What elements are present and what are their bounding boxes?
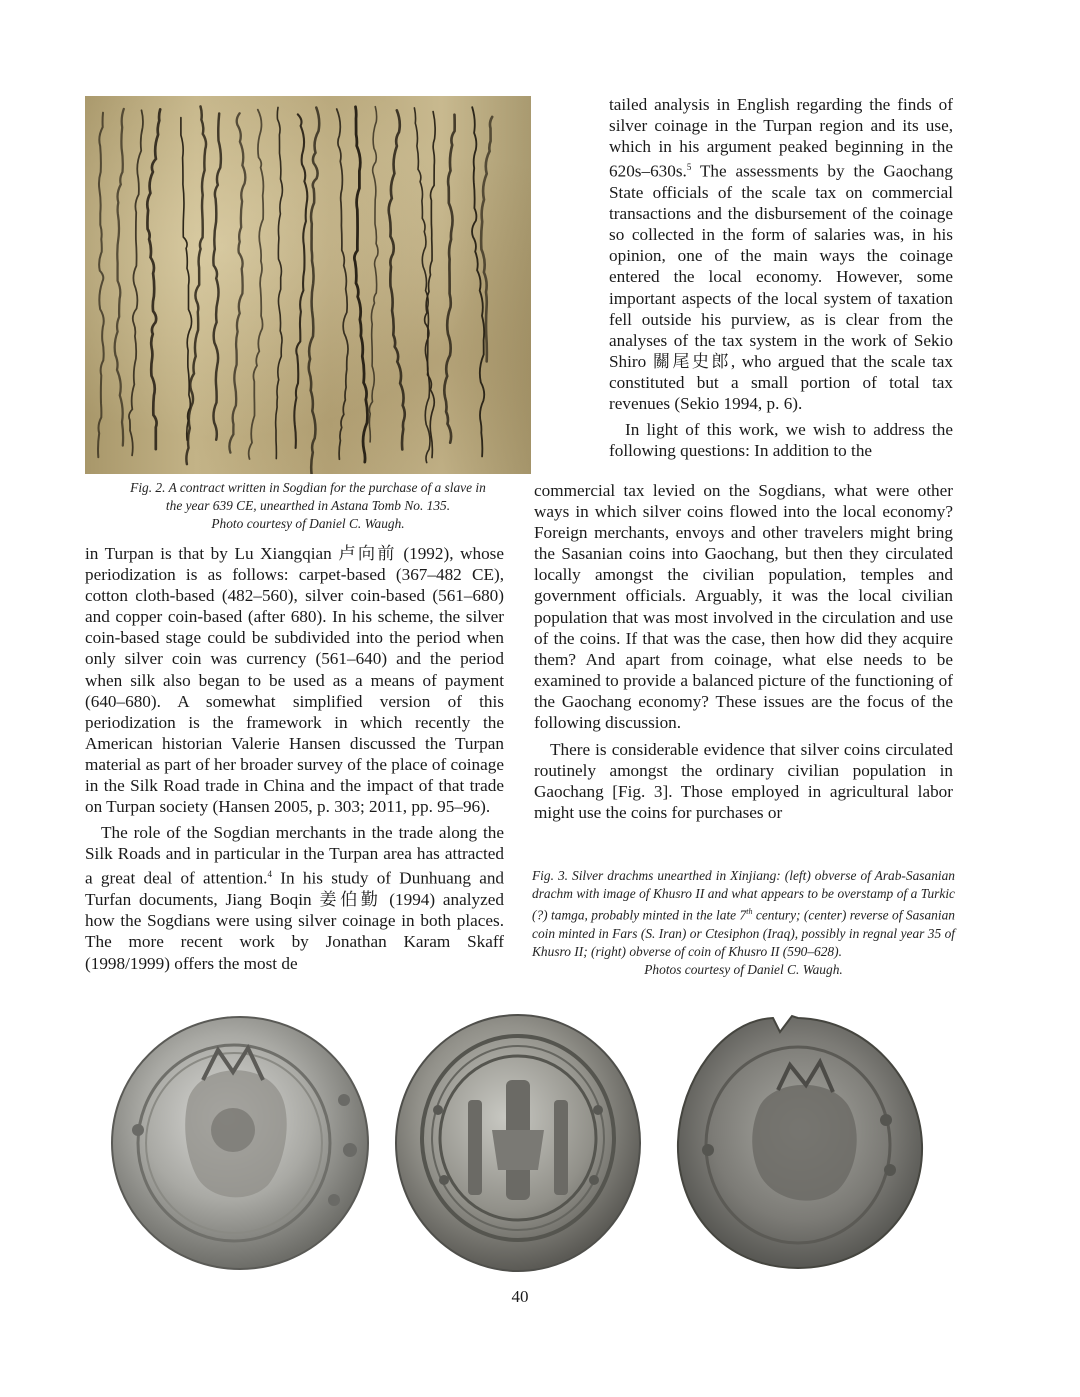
coins-illustration bbox=[108, 1010, 930, 1272]
page-number: 40 bbox=[511, 1287, 529, 1306]
script-line bbox=[98, 113, 104, 458]
left-column bbox=[85, 543, 504, 974]
script-line bbox=[354, 107, 367, 462]
script-line bbox=[444, 115, 454, 443]
right-column-top bbox=[609, 94, 953, 461]
script-line bbox=[294, 114, 307, 448]
script-line bbox=[276, 107, 283, 458]
script-line bbox=[337, 109, 348, 459]
script-line bbox=[229, 113, 245, 452]
coin-left bbox=[112, 1017, 368, 1269]
photo-credit: Photos courtesy of Daniel C. Waugh. bbox=[644, 962, 843, 978]
caption-line: the year 639 CE, unearthed in Astana Tomb No. 135. bbox=[165, 498, 451, 514]
caption-text-part: Fig. 3. Silver drachms unearthed in Xinjiang: (left) obverse of Arab-Sasanian drachm with image of Khusro II and what appears to be overstamp of a Turkic (?) tamga, probably minted in the late 7 bbox=[532, 868, 955, 923]
script-line bbox=[472, 107, 484, 456]
paragraph-text: The assessments by the Gaochang State officials of the scale tax on commercial transactions and the disbursement of the coinage so collected in the form of salaries was, in his opinion, one of the main ways the coinage entered the local economy. However, some important aspects of the local system of taxation fell outside his purview, as is clear from the analyses of the tax system in the work of Sekio Shiro 關尾史郎, who argued that the scale tax constituted but a small portion of total tax revenues (Sekio 1994, p. 6). bbox=[609, 162, 953, 414]
script-line bbox=[147, 109, 160, 449]
figure-2-caption bbox=[80, 479, 536, 534]
caption-text-part: century; (center) reverse of Sasanian coin minted in Fars (S. Iran) or Ctesiphon (Iraq), possibly in regnal year 35 of Khusro II; (right) obverse of coin of Khusro II (590–628). bbox=[532, 907, 955, 960]
body-paragraph bbox=[609, 94, 953, 414]
script-line bbox=[115, 109, 124, 446]
silver-coins-photo bbox=[108, 1010, 930, 1272]
superscript: th bbox=[746, 907, 753, 917]
script-line bbox=[249, 110, 264, 459]
script-line bbox=[414, 108, 430, 463]
caption-text bbox=[532, 867, 955, 961]
body-paragraph bbox=[85, 822, 504, 973]
right-column-main bbox=[534, 480, 953, 824]
paragraph-text: In his study of Dunhuang and Turfan documents, Jiang Boqin 姜伯勤 (1994) analyzed how the Sogdians were using silver coinage in both places. The more recent work by Jonathan Karam Skaff (1998/1999) offers the most de bbox=[85, 869, 505, 973]
caption-line: Fig. 2. A contract written in Sogdian for the purchase of a slave in bbox=[130, 480, 486, 495]
manuscript-script-lines bbox=[85, 96, 531, 474]
paragraph-text: The role of the Sogdian merchants in the trade along the Silk Roads and in particular in the Turpan area has attracted a great deal of attention. bbox=[85, 823, 504, 889]
script-line bbox=[389, 110, 405, 449]
script-line bbox=[129, 110, 143, 455]
script-line bbox=[309, 108, 320, 474]
coin-right bbox=[678, 1016, 922, 1268]
script-line bbox=[369, 107, 378, 442]
body-paragraph: in Turpan is that by Lu Xiangqian 卢向前 (1992), whose periodization is as follows: carpet-based (367–482 CE), cotton cloth-based (482–560), silver coin-based (561–680) and copper coin-based (after 680). In his scheme, the silver coin-based stage could be subdivided into the period when only silver coin was currency (561–640) and the period when silk also began to be used as a means of payment (640–680). A somewhat simplified version of this periodization is the framework in which recently the American historian Valerie Hansen discussed the Turpan material as part of her broader survey of the place of coinage in the Silk Road trade in China and the impact of that trade on Turpan society (Hansen 2005, p. 303; 2011, pp. 95–96). bbox=[85, 544, 504, 817]
caption-line: Photo courtesy of Daniel C. Waugh. bbox=[211, 516, 405, 532]
coin-center bbox=[396, 1015, 640, 1271]
paragraph-text: tailed analysis in English regarding the finds of silver coinage in the Turpan region and its use, which in his argument peaked beginning in the 620s–630s. bbox=[609, 95, 953, 182]
body-paragraph: There is considerable evidence that silver coins circulated routinely amongst the ordinary civilian population in Gaochang [Fig. 3]. Those employed in agricultural labor might use the coins for purchases or bbox=[534, 740, 953, 823]
footnote-ref: 5 bbox=[686, 162, 692, 173]
body-paragraph: In light of this work, we wish to address the following questions: In addition to the bbox=[609, 420, 953, 461]
figure-3-caption bbox=[532, 867, 955, 980]
sogdian-contract-photo bbox=[85, 96, 531, 474]
body-paragraph: commercial tax levied on the Sogdians, what were other ways in which silver coins flowed into the local economy? Foreign merchants, envoys and other travelers might bring the Sasanian coins into Gaochang, but then they circulated locally amongst the civilian population, temples and government officials. Arguably, it was the local civilian population that was most involved in the circulation and use of the coins. If that was the case, then how did they acquire them? And apart from coinage, what else needs to be examined to provide a balanced picture of the functioning of the Gaochang economy? These issues are the focus of the following discussion. bbox=[534, 481, 953, 733]
script-line bbox=[213, 114, 221, 440]
script-line bbox=[181, 118, 192, 441]
footnote-ref: 4 bbox=[267, 869, 272, 880]
